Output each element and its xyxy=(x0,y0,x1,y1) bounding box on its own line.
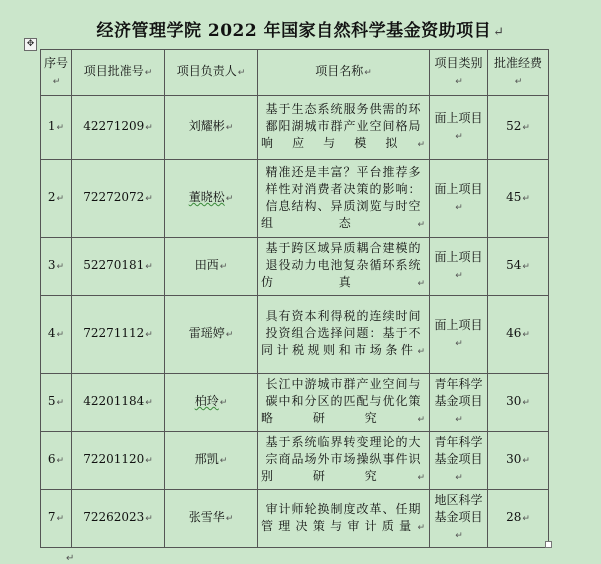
cell-funding[interactable]: 54↵ xyxy=(488,238,549,296)
cell-code[interactable]: 72262023↵ xyxy=(72,490,165,548)
header-no[interactable]: 序号↵ xyxy=(41,50,72,96)
table-row xyxy=(41,96,549,160)
header-leader[interactable]: 项目负责人↵ xyxy=(165,50,258,96)
cell-name[interactable]: 基于生态系统服务供需的环鄱阳湖城市群产业空间格局响应与模拟↵ xyxy=(258,96,430,160)
cell-leader[interactable]: 雷瑶婷↵ xyxy=(165,296,258,374)
cell-category[interactable]: 面上项目↵ xyxy=(430,296,488,374)
paragraph-mark: ↵ xyxy=(493,25,505,40)
cell-category[interactable]: 面上项目↵ xyxy=(430,96,488,160)
cell-name[interactable]: 审计师轮换制度改革、任期管理决策与审计质量↵ xyxy=(258,490,430,548)
cell-no[interactable]: 3↵ xyxy=(41,238,72,296)
grants-table xyxy=(40,49,549,548)
cell-code[interactable]: 42201184↵ xyxy=(72,374,165,432)
table-row xyxy=(41,238,549,296)
cell-leader[interactable]: 田西↵ xyxy=(165,238,258,296)
cell-code[interactable]: 52270181↵ xyxy=(72,238,165,296)
table-row xyxy=(41,374,549,432)
cell-funding[interactable]: 45↵ xyxy=(488,160,549,238)
cell-leader[interactable]: 董晓松↵ xyxy=(165,160,258,238)
cell-category[interactable]: 青年科学基金项目↵ xyxy=(430,432,488,490)
cell-code[interactable]: 42271209↵ xyxy=(72,96,165,160)
paragraph-mark: ↵ xyxy=(66,553,75,564)
table-row xyxy=(41,432,549,490)
cell-category[interactable]: 面上项目↵ xyxy=(430,160,488,238)
table-move-handle-icon[interactable]: ✥ xyxy=(24,38,37,51)
cell-no[interactable]: 2↵ xyxy=(41,160,72,238)
document-title: 经济管理学院 2022 年国家自然科学基金资助项目 ↵ xyxy=(96,21,505,41)
table-header-row xyxy=(41,50,549,96)
header-category[interactable]: 项目类别↵ xyxy=(430,50,488,96)
cell-leader[interactable]: 刘耀彬↵ xyxy=(165,96,258,160)
table-row xyxy=(41,490,549,548)
cell-funding[interactable]: 30↵ xyxy=(488,432,549,490)
table-row xyxy=(41,160,549,238)
cell-no[interactable]: 6↵ xyxy=(41,432,72,490)
cell-name[interactable]: 基于系统临界转变理论的大宗商品场外市场操纵事件识别研究↵ xyxy=(258,432,430,490)
cell-leader[interactable]: 柏玲↵ xyxy=(165,374,258,432)
cell-funding[interactable]: 46↵ xyxy=(488,296,549,374)
cell-category[interactable]: 地区科学基金项目↵ xyxy=(430,490,488,548)
cell-code[interactable]: 72272072↵ xyxy=(72,160,165,238)
cell-name[interactable]: 具有资本利得税的连续时间投资组合选择问题：基于不同计税规则和市场条件↵ xyxy=(258,296,430,374)
cell-name[interactable]: 长江中游城市群产业空间与碳中和分区的匹配与优化策略研究↵ xyxy=(258,374,430,432)
cell-funding[interactable]: 30↵ xyxy=(488,374,549,432)
cell-category[interactable]: 青年科学基金项目↵ xyxy=(430,374,488,432)
table-resize-handle[interactable] xyxy=(545,541,552,548)
cell-no[interactable]: 1↵ xyxy=(41,96,72,160)
header-name[interactable]: 项目名称↵ xyxy=(258,50,430,96)
header-code[interactable]: 项目批准号↵ xyxy=(72,50,165,96)
cell-no[interactable]: 4↵ xyxy=(41,296,72,374)
cell-no[interactable]: 7↵ xyxy=(41,490,72,548)
table-row xyxy=(41,296,549,374)
cell-leader[interactable]: 邢凯↵ xyxy=(165,432,258,490)
cell-code[interactable]: 72201120↵ xyxy=(72,432,165,490)
cell-name[interactable]: 基于跨区域异质耦合建模的退役动力电池复杂循环系统仿真↵ xyxy=(258,238,430,296)
cell-name[interactable]: 精准还是丰富？平台推荐多样性对消费者决策的影响：信息结构、异质浏览与时空组态↵ xyxy=(258,160,430,238)
cell-leader[interactable]: 张雪华↵ xyxy=(165,490,258,548)
cell-no[interactable]: 5↵ xyxy=(41,374,72,432)
header-funding[interactable]: 批准经费↵ xyxy=(488,50,549,96)
cell-funding[interactable]: 28↵ xyxy=(488,490,549,548)
cell-funding[interactable]: 52↵ xyxy=(488,96,549,160)
cell-code[interactable]: 72271112↵ xyxy=(72,296,165,374)
cell-category[interactable]: 面上项目↵ xyxy=(430,238,488,296)
